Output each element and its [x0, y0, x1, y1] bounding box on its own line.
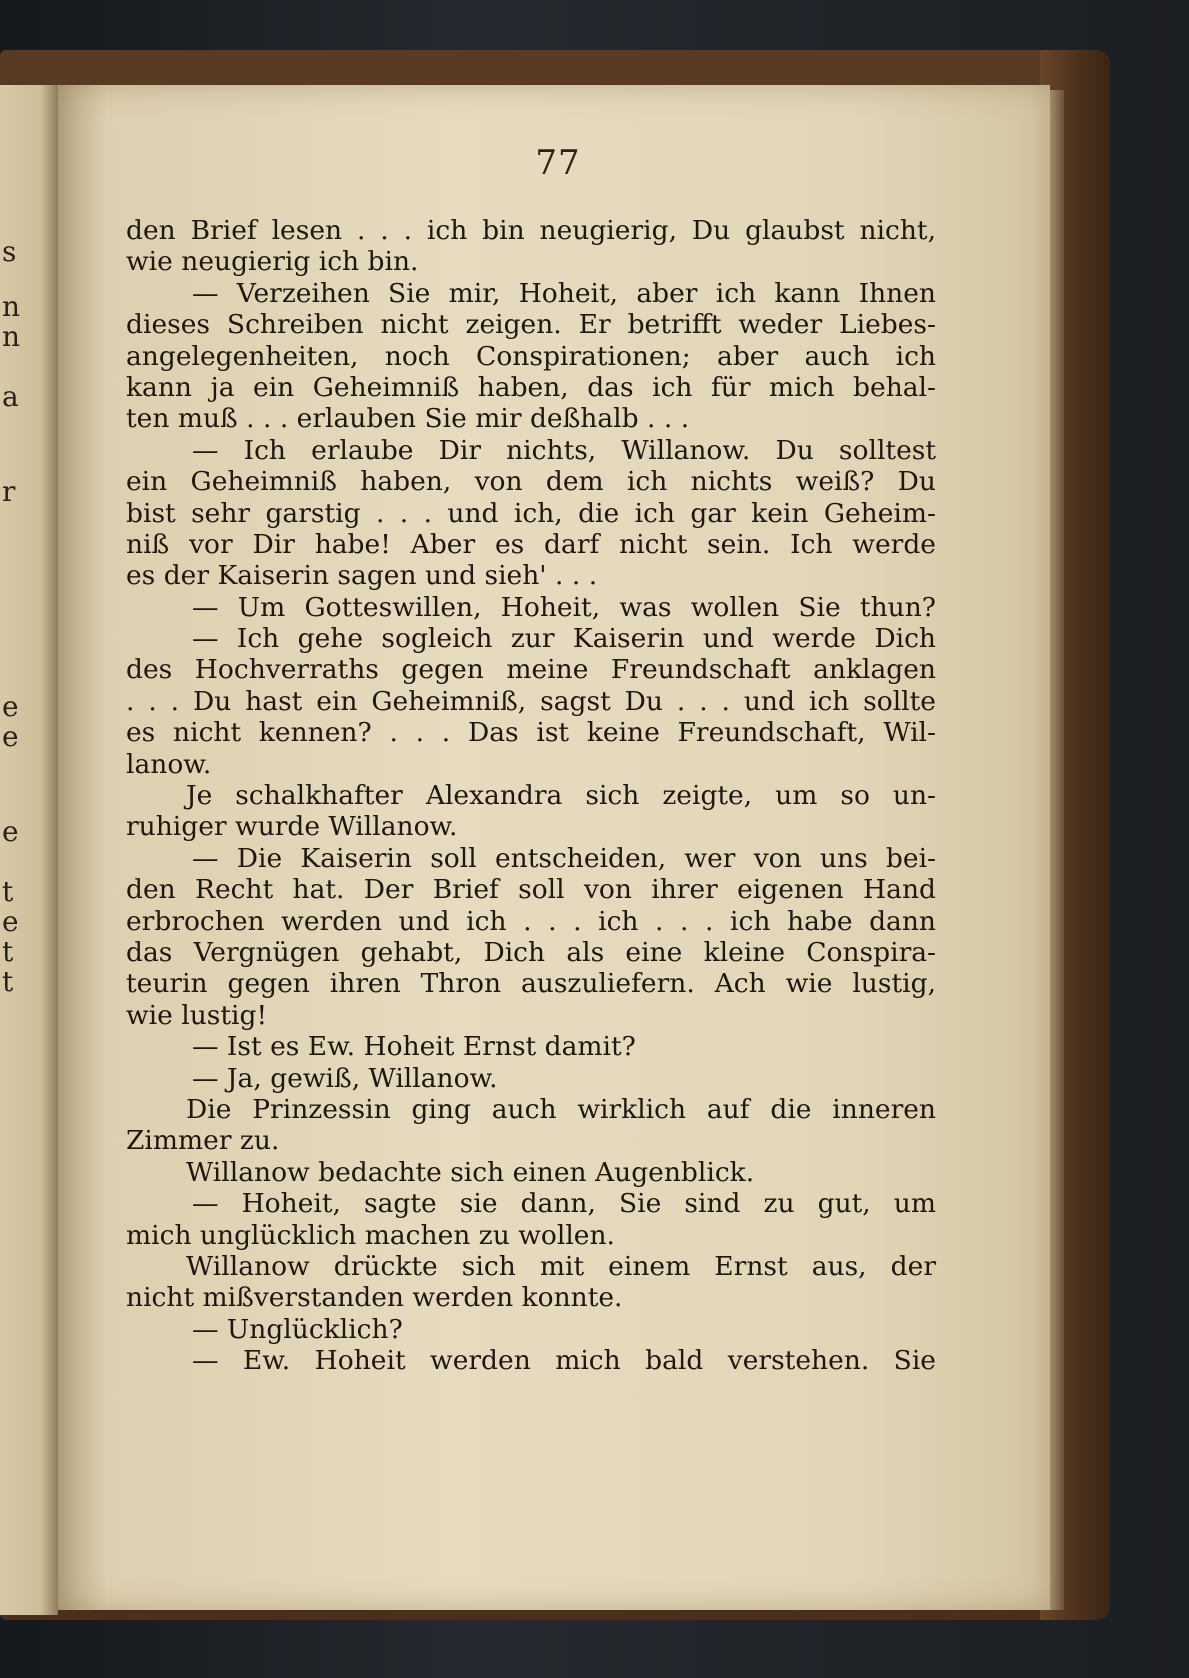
text-line: erbrochen werden und ich . . . ich . . . ich habe dann	[126, 905, 936, 937]
page-stack-edge	[1050, 90, 1064, 1610]
text-line: — Ew. Hoheit werden mich bald verstehen. Sie	[192, 1345, 936, 1377]
text-line: den Recht hat. Der Brief soll von ihrer eigenen Hand	[126, 874, 936, 906]
previous-page-glyph: t	[2, 875, 14, 908]
text-line: Zimmer zu.	[126, 1125, 280, 1157]
text-line: Die Prinzessin ging auch wirklich auf die inneren	[186, 1093, 936, 1125]
text-line: lanow.	[126, 748, 212, 780]
text-line: kann ja ein Geheimniß haben, das ich für mich behal-	[126, 371, 936, 403]
previous-page-edge	[0, 85, 58, 1615]
text-line: es der Kaiserin sagen und sieh' . . .	[126, 560, 598, 592]
previous-page-glyph: e	[2, 690, 19, 723]
previous-page-glyph: t	[2, 935, 14, 968]
text-line: ein Geheimniß haben, von dem ich nichts weiß? Du	[126, 466, 936, 498]
text-line: den Brief lesen . . . ich bin neugierig, Du glaubst nicht,	[126, 215, 936, 246]
previous-page-glyph: e	[2, 720, 19, 753]
text-line: — Die Kaiserin soll entscheiden, wer von uns bei-	[192, 842, 936, 874]
text-line: dieses Schreiben nicht zeigen. Er betrifft weder Liebes-	[126, 309, 936, 341]
text-line: Willanow bedachte sich einen Augenblick.	[186, 1156, 755, 1188]
text-line: das Vergnügen gehabt, Dich als eine kleine Conspira-	[126, 936, 936, 968]
text-line: wie neugierig ich bin.	[126, 246, 419, 278]
text-line: — Um Gotteswillen, Hoheit, was wollen Sie thun?	[192, 591, 936, 623]
previous-page-glyph: s	[2, 235, 17, 268]
text-line: des Hochverraths gegen meine Freundschaft anklagen	[126, 654, 936, 686]
text-line: wie lustig!	[126, 999, 268, 1031]
previous-page-glyphs	[0, 85, 30, 1615]
previous-page-glyph: n	[2, 290, 21, 323]
text-line: — Hoheit, sagte sie dann, Sie sind zu gut, um	[192, 1188, 936, 1220]
previous-page-glyph: r	[2, 475, 16, 508]
text-line: — Verzeihen Sie mir, Hoheit, aber ich kann Ihnen	[192, 277, 936, 309]
text-line: teurin gegen ihren Thron auszuliefern. Ach wie lustig,	[126, 968, 936, 1000]
previous-page-glyph: e	[2, 815, 19, 848]
text-line: — Ich gehe sogleich zur Kaiserin und werde Dich	[192, 623, 936, 655]
page-number: 77	[535, 143, 581, 183]
text-line: Je schalkhafter Alexandra sich zeigte, um so un-	[186, 780, 936, 812]
text-line: es nicht kennen? . . . Das ist keine Freundschaft, Wil-	[126, 717, 936, 749]
text-line: niß vor Dir habe! Aber es darf nicht sein. Ich werde	[126, 528, 936, 560]
text-line: . . . Du hast ein Geheimniß, sagst Du . . . und ich sollte	[126, 685, 936, 717]
page-text	[126, 215, 936, 1376]
text-line: — Unglücklich?	[192, 1313, 403, 1345]
previous-page-glyph: n	[2, 320, 21, 353]
text-line: mich unglücklich machen zu wollen.	[126, 1219, 615, 1251]
book-page	[58, 85, 1050, 1610]
text-line: ruhiger wurde Willanow.	[126, 811, 458, 843]
text-line: — Ja, gewiß, Willanow.	[192, 1062, 498, 1094]
text-line: Willanow drückte sich mit einem Ernst aus, der	[186, 1250, 936, 1282]
text-line: ten muß . . . erlauben Sie mir deßhalb . . .	[126, 403, 690, 435]
previous-page-glyph: t	[2, 965, 14, 998]
previous-page-glyph: a	[2, 380, 19, 413]
text-line: angelegenheiten, noch Conspirationen; aber auch ich	[126, 340, 936, 372]
previous-page-glyph: e	[2, 905, 19, 938]
text-line: — Ist es Ew. Hoheit Ernst damit?	[192, 1031, 636, 1063]
text-line: — Ich erlaube Dir nichts, Willanow. Du solltest	[192, 434, 936, 466]
text-line: bist sehr garstig . . . und ich, die ich gar kein Geheim-	[126, 497, 936, 529]
text-line: nicht mißverstanden werden konnte.	[126, 1282, 623, 1314]
